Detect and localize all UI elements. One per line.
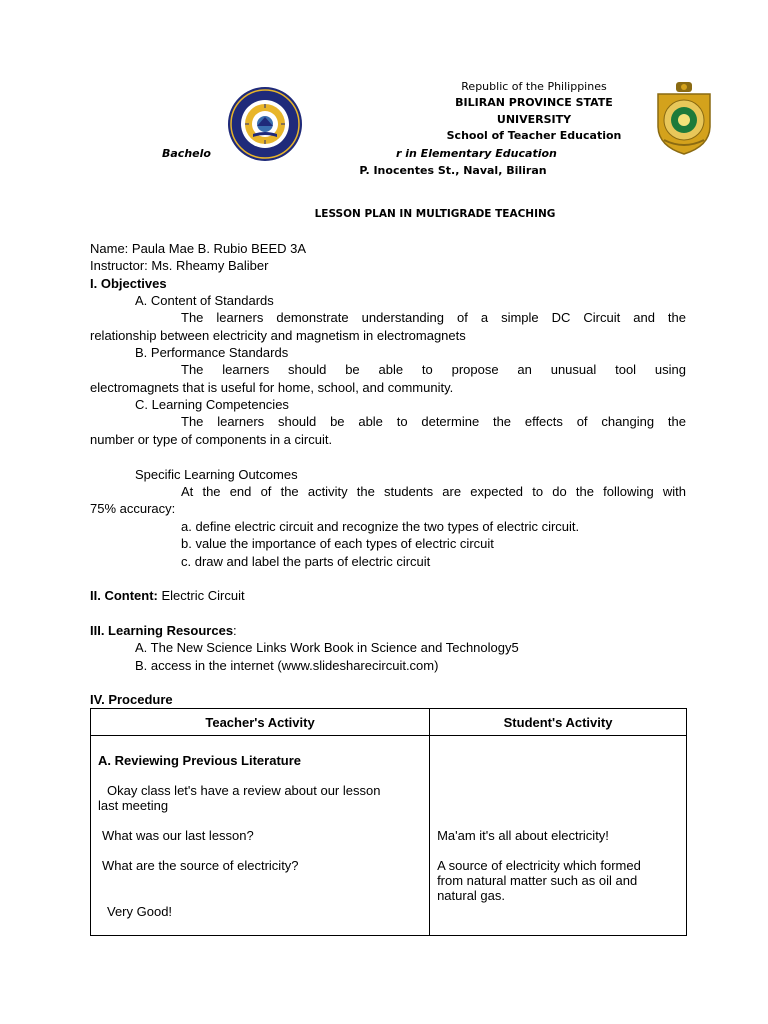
objectives-heading: I. Objectives xyxy=(90,276,167,291)
resource-a: A. The New Science Links Work Book in Science and Technology5 xyxy=(135,640,519,655)
teacher-line-3: What are the source of electricity? xyxy=(102,858,299,873)
student-line-2c: natural gas. xyxy=(437,888,505,903)
slo-label: Specific Learning Outcomes xyxy=(135,467,298,482)
teacher-line-1a: Okay class let's have a review about our lesson xyxy=(107,783,381,798)
student-line-2a: A source of electricity which formed xyxy=(437,858,641,873)
header-university-line1: BILIRAN PROVINCE STATE xyxy=(455,96,613,109)
slo-item-a: a. define electric circuit and recognize the two types of electric circuit. xyxy=(181,519,580,534)
student-line-1: Ma'am it's all about electricity! xyxy=(437,828,609,843)
teacher-line-2: What was our last lesson? xyxy=(102,828,254,843)
header-program-left: Bachelo xyxy=(162,147,211,160)
teacher-activity-header: Teacher's Activity xyxy=(91,709,430,736)
content-heading: II. Content: xyxy=(90,588,158,603)
section-a-heading: A. Reviewing Previous Literature xyxy=(98,753,302,768)
performance-standards-text-2: electromagnets that is useful for home, school, and community. xyxy=(90,380,454,395)
learning-competencies-text-2: number or type of components in a circuit. xyxy=(90,432,333,447)
resource-b: B. access in the internet (www.slidesharecircuit.com) xyxy=(135,658,439,673)
teacher-line-1b: last meeting xyxy=(98,798,169,813)
seal-left-icon xyxy=(227,86,303,162)
content-standards-text-1: The learners demonstrate understanding of a simple DC Circuit and the xyxy=(181,310,686,325)
university-seal-left xyxy=(227,86,303,162)
student-line-2b: from natural matter such as oil and xyxy=(437,873,638,888)
header-university-line2: UNIVERSITY xyxy=(496,113,572,126)
learning-competencies-label: C. Learning Competencies xyxy=(135,397,289,412)
student-activity-header: Student's Activity xyxy=(430,709,687,736)
teacher-line-4: Very Good! xyxy=(107,904,173,919)
table-row xyxy=(91,736,687,936)
header-address: P. Inocentes St., Naval, Biliran xyxy=(359,164,547,177)
student-name: Name: Paula Mae B. Rubio BEED 3A xyxy=(90,241,307,256)
performance-standards-label: B. Performance Standards xyxy=(135,345,289,360)
content-value: Electric Circuit xyxy=(157,588,245,603)
content-section xyxy=(90,587,245,604)
header-program-right: r in Elementary Education xyxy=(396,147,557,160)
slo-text-1: At the end of the activity the students are expected to do the following with xyxy=(181,484,686,499)
student-activity-cell xyxy=(430,736,687,936)
content-standards-label: A. Content of Standards xyxy=(135,293,274,308)
learning-competencies-text-1: The learners should be able to determine the effects of changing the xyxy=(181,414,686,429)
procedure-heading: IV. Procedure xyxy=(90,692,173,707)
slo-text-2: 75% accuracy: xyxy=(90,501,176,516)
header-republic: Republic of the Philippines xyxy=(461,80,607,93)
resources-heading: III. Learning Resources xyxy=(90,623,234,638)
content-standards-text-2: relationship between electricity and magnetism in electromagnets xyxy=(90,328,466,343)
slo-item-c: c. draw and label the parts of electric circuit xyxy=(181,554,431,569)
instructor-name: Instructor: Ms. Rheamy Baliber xyxy=(90,258,269,273)
performance-standards-text-1: The learners should be able to propose an unusual tool using xyxy=(181,362,686,377)
header-school: School of Teacher Education xyxy=(446,129,622,142)
resources-colon: : xyxy=(233,623,237,638)
table-header-row xyxy=(91,709,687,736)
procedure-table xyxy=(90,708,687,936)
resources-section xyxy=(90,622,237,639)
document-title: LESSON PLAN IN MULTIGRADE TEACHING xyxy=(314,208,556,220)
slo-item-b: b. value the importance of each types of electric circuit xyxy=(181,536,494,551)
teacher-activity-cell xyxy=(91,736,430,936)
